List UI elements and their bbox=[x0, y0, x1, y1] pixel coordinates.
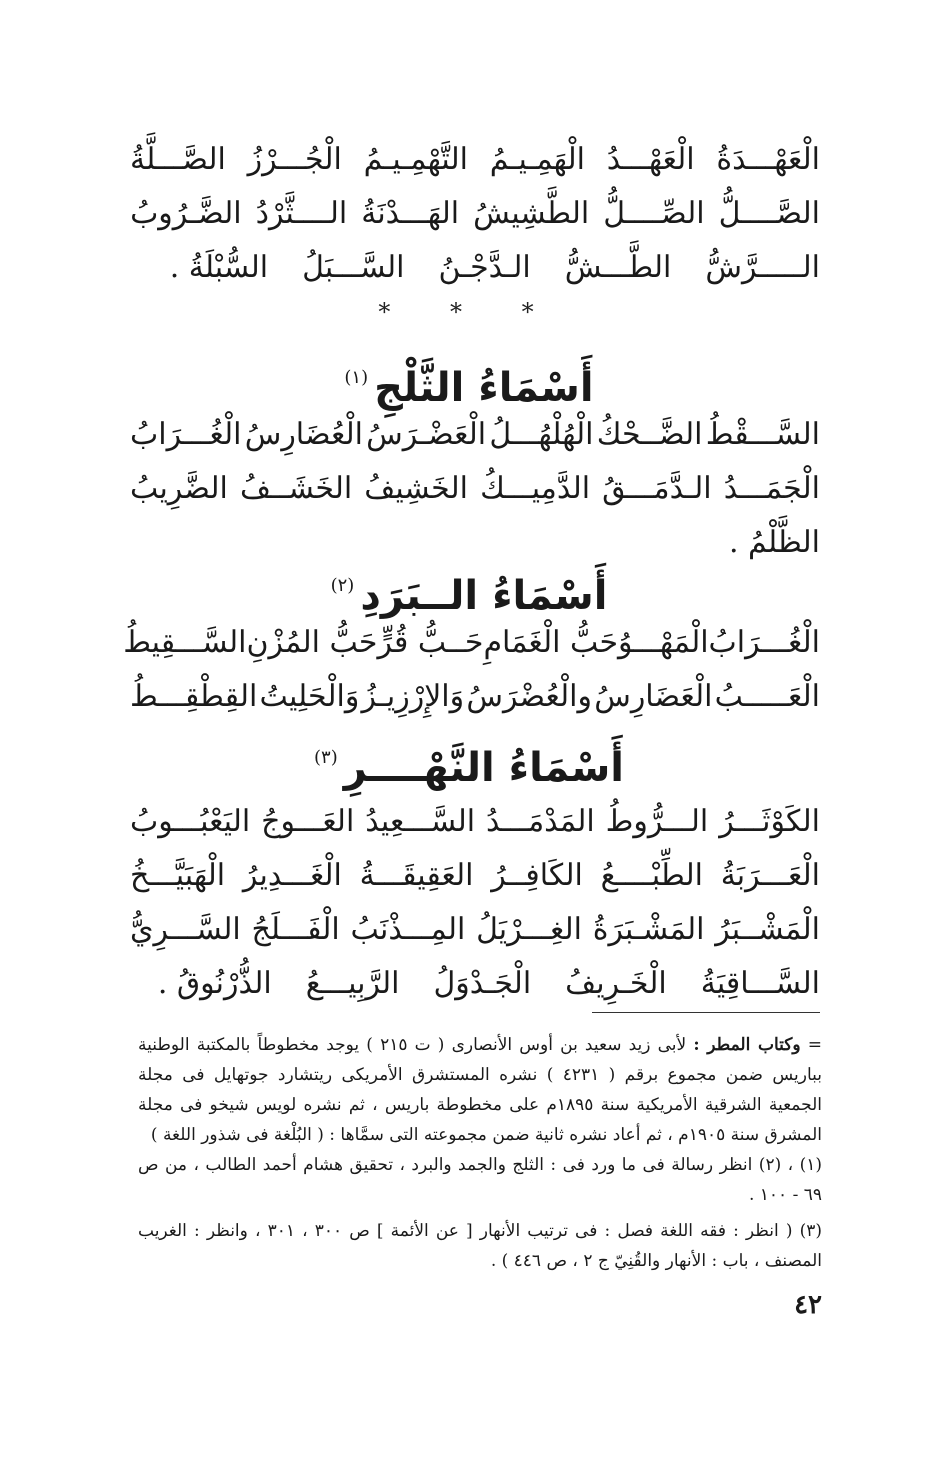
section_snow-word: الضَّــحْكُ bbox=[596, 417, 703, 452]
section_snow-word: الضَّرِيبُ bbox=[130, 471, 228, 506]
section-separator-stars: * * * bbox=[378, 298, 560, 326]
section_cold-row bbox=[130, 670, 820, 724]
footnote-separator bbox=[592, 1012, 820, 1013]
section_river-word: الْعَـــرَبَةُ bbox=[720, 858, 820, 893]
section1-word: الْجُـــرْزُ bbox=[247, 142, 342, 177]
section_cold-word: حَبُّ المُزْنِ bbox=[246, 625, 378, 660]
section_snow-word: الـدَّمَـــقُ bbox=[602, 471, 712, 506]
word-grid-river bbox=[130, 795, 820, 1011]
footnote-bold-title: وكتاب المطر : bbox=[693, 1035, 801, 1055]
section_snow-word: الخَشِيفُ bbox=[364, 471, 468, 506]
section_cold-word: حَبُّ الْغَمَامِ bbox=[483, 625, 619, 660]
footnote-3: (٣) ( انظر : فقه اللغة فصل : فى ترتيب الأنهار [ عن الأئمة ] ص ٣٠٠ ، ٣٠١ ، وانظر : الغريب المصنف ، باب : الأنهار والقُنِيّ ج ٢ ، ص ٤٤٦ ) . bbox=[138, 1221, 822, 1271]
section_river-word: المَشْـبَرَةُ bbox=[592, 912, 705, 947]
page-number: ٤٢ bbox=[794, 1290, 822, 1320]
section1-word: الـــــرَّشُّ bbox=[705, 250, 820, 285]
section_snow-word: الدَّمِيـــكُ bbox=[480, 471, 591, 506]
section_snow-word: الْجَمَـــدُ bbox=[723, 471, 820, 506]
heading-cold bbox=[0, 558, 938, 624]
section1-word: الصَّــــلُّ bbox=[718, 196, 820, 231]
heading-snow bbox=[0, 350, 938, 416]
heading-river-text: أَسْمَاءُ النَّهْــــرِ bbox=[343, 745, 625, 791]
footnotes bbox=[138, 1030, 822, 1276]
section_cold-word: والْعُضْرَسُ bbox=[466, 679, 592, 714]
section_river-word: الطِّبْــــعُ bbox=[600, 858, 703, 893]
section_snow-row bbox=[130, 408, 820, 462]
section_river-word: الكَافِــرُ bbox=[491, 858, 583, 893]
section_river-word: الْغَـــدِيرُ bbox=[242, 858, 342, 893]
heading-river bbox=[0, 730, 938, 796]
section_cold-word: الْغُـــرَابُ bbox=[708, 625, 820, 660]
heading-cold-text: أَسْمَاءُ الــبَرَدِ bbox=[360, 573, 608, 619]
footnote-ref-3: (٣) bbox=[313, 747, 338, 768]
section_snow-word: الْعَضْـرَسُ bbox=[366, 417, 487, 452]
section_cold-word: وَالإِرْزِيـزُ bbox=[361, 679, 465, 714]
section_river-word: الْهَبَيَّـــخُ bbox=[130, 858, 226, 893]
section1-row bbox=[130, 241, 820, 295]
section_river-row bbox=[130, 795, 820, 849]
section_river-word: الذُّرْنُوقُ . bbox=[157, 966, 272, 1001]
section_cold-row bbox=[123, 616, 820, 670]
section1-word: الصِّــــلُّ bbox=[603, 196, 705, 231]
section1-word: الــــثَّرْدُ bbox=[255, 196, 348, 231]
section_river-row bbox=[130, 903, 820, 957]
section_snow-word: الْهُلْهُـــلُ bbox=[489, 417, 594, 452]
section_snow-word: الْعُضَارِسُ bbox=[244, 417, 363, 452]
section_river-word: الـــرُّوطُ bbox=[605, 804, 709, 839]
section_snow-word: الخَشَــفُ bbox=[239, 471, 353, 506]
section_river-word: الغِـــرْيَلُ bbox=[476, 912, 582, 947]
section_river-word: العَقِيقَـــةُ bbox=[359, 858, 474, 893]
section_snow-row bbox=[130, 462, 820, 516]
word-grid-preceding bbox=[130, 133, 820, 295]
section_river-word: السَّـــاقِيَةُ bbox=[700, 966, 820, 1001]
section_river-word: الكَوْثَـــرُ bbox=[719, 804, 820, 839]
section_cold-word: وَالْحَلِيتُ bbox=[259, 679, 360, 714]
section_cold-word: الْمَهْـــوُ bbox=[618, 625, 709, 660]
section_river-row bbox=[130, 957, 820, 1011]
section_cold-word: السَّـــقِيطُ bbox=[123, 625, 247, 660]
footnote-book-of-rain: = وكتاب المطر : لأبى زيد سعيد بن أوس الأنصارى ( ت ٢١٥ ) يوجد مخطوطاً بالمكتبة الوطنية بباريس ضمن مجموع برقم ( ٤٢٣١ ) نشره المستشرق الأمريكى ريتشارد جوتهايل فى مجلة الجمعية الشرقية الأمريكية سنة ١٨٩٥م على مخطوطة باريس ، ثم نشره لويس شيخو فى مجلة المشرق سنة ١٩٠٥م ، ثم أعاد نشره ثانية ضمن مجموعته التى سمَّاها : ( البُلْغة فى شذور اللغة ) bbox=[138, 1035, 823, 1145]
footnote-1-2: (١) ، (٢) انظر رسالة فى ما ورد فى : الثلج والجمد والبرد ، تحقيق هشام أحمد الطالب ، من ص ٦٩ - ١٠٠ . bbox=[138, 1155, 822, 1205]
footnote-ref-1: (١) bbox=[344, 367, 369, 388]
section1-word: السُّبْلَةُ . bbox=[169, 250, 269, 285]
section_river-word: العَـــوجُ bbox=[261, 804, 355, 839]
footnote-ref-2: (٢) bbox=[330, 575, 355, 596]
section_river-row bbox=[130, 849, 820, 903]
section1-word: الْعَهْـــدَةُ bbox=[716, 142, 820, 177]
section1-word: الصَّـــلَّةُ bbox=[130, 142, 226, 177]
section_cold-word: الْعَـــــبُ bbox=[714, 679, 820, 714]
section1-word: الْهَمِـيـمُ bbox=[489, 142, 585, 177]
section1-word: الهَـــدْنَةُ bbox=[361, 196, 460, 231]
section1-row bbox=[130, 133, 820, 187]
section_river-word: الْخَـرِيفُ bbox=[565, 966, 667, 1001]
section_snow-word: السَّـــقْطُ bbox=[705, 417, 820, 452]
section_snow-word: الْغُـــرَابُ bbox=[130, 417, 242, 452]
section1-word: الضَّـرُوبُ bbox=[130, 196, 242, 231]
section_river-word: السَّـــعِيدُ bbox=[365, 804, 476, 839]
section_cold-word: حَــبُّ قُرٍّ bbox=[377, 625, 484, 660]
word-grid-cold bbox=[123, 616, 820, 724]
section1-word: السَّـــبَلُ bbox=[302, 250, 405, 285]
section1-word: الـدَّجْـنُ bbox=[438, 250, 531, 285]
word-grid-snow bbox=[130, 408, 820, 570]
section_river-word: المِـــذْنَبُ bbox=[350, 912, 466, 947]
section1-word: الطَّـــشُّ bbox=[564, 250, 672, 285]
section1-row bbox=[130, 187, 820, 241]
heading-snow-text: أَسْمَاءُ الثَّلْجِ bbox=[374, 365, 594, 411]
section_cold-word: الْعَضَارِسُ bbox=[594, 679, 713, 714]
section_river-word: الْمَشْــبَرُ bbox=[715, 912, 820, 947]
section_river-word: اليَعْبُـــوبُ bbox=[130, 804, 251, 839]
section_cold-word: القِطْقِـــطُ bbox=[130, 679, 258, 714]
section_river-word: المَدْمَـــدُ bbox=[485, 804, 595, 839]
section1-word: الطَّشِيشُ bbox=[473, 196, 590, 231]
section_river-word: الرَّبِيـــعُ bbox=[305, 966, 400, 1001]
section_river-word: الْفَـــلَجُ bbox=[251, 912, 340, 947]
section1-word: الْعَهْـــدُ bbox=[606, 142, 695, 177]
section_river-word: الْجَـدْوَلُ bbox=[433, 966, 532, 1001]
section_snow-word: الظَّلْمُ . bbox=[728, 525, 820, 560]
section_river-word: السَّـــرِيُّ bbox=[130, 912, 241, 947]
section1-word: التَّهْمِـيـمُ bbox=[363, 142, 468, 177]
